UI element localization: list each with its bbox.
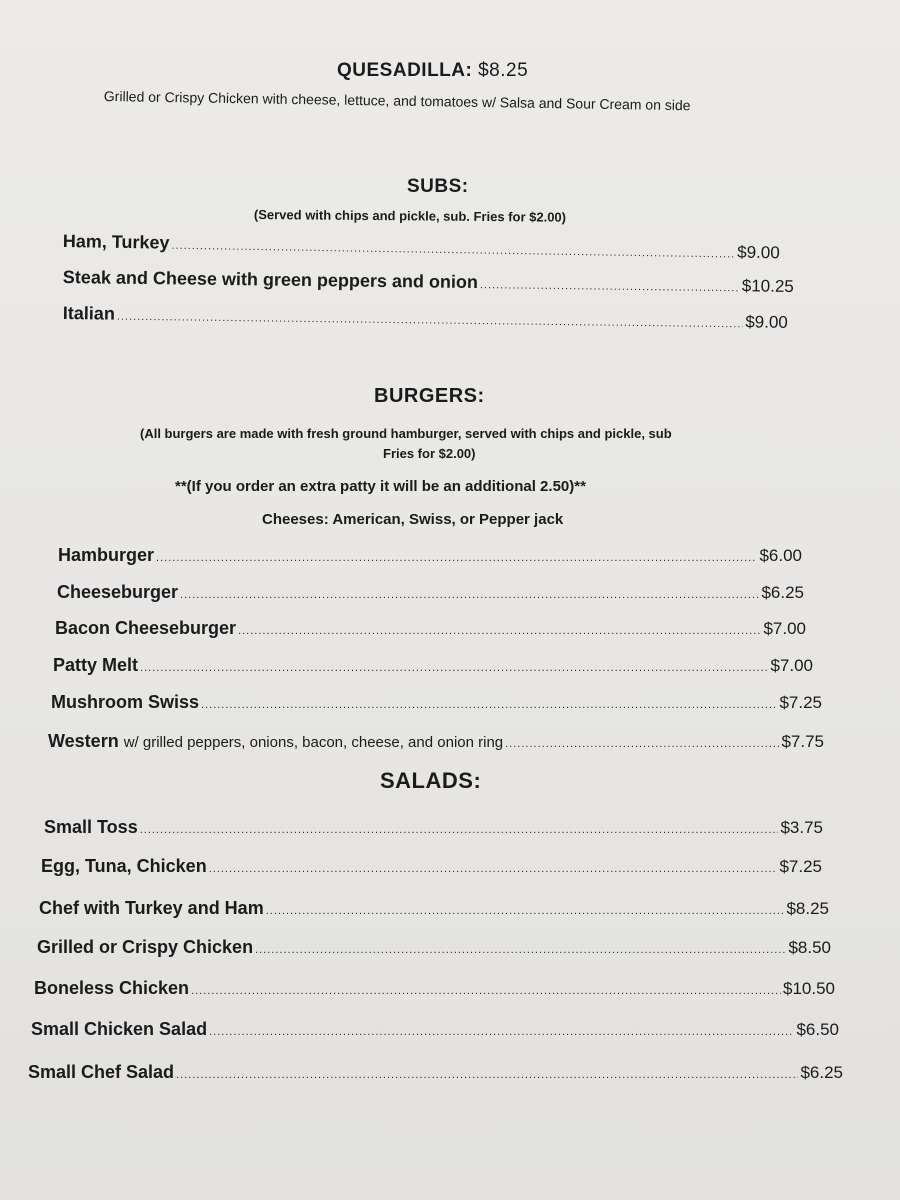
menu-item-price: $6.50 bbox=[796, 1020, 839, 1039]
subs-title: SUBS: bbox=[407, 176, 469, 197]
salads-title: SALADS: bbox=[380, 768, 482, 793]
menu-item-price: $10.25 bbox=[741, 276, 794, 296]
menu-item-row bbox=[51, 692, 822, 713]
menu-item-name: Mushroom Swiss bbox=[51, 692, 200, 712]
menu-item-row bbox=[48, 731, 824, 752]
menu-item-row bbox=[31, 1019, 839, 1040]
menu-item-price: $9.00 bbox=[745, 312, 788, 332]
cheeses-note: Cheeses: American, Swiss, or Pepper jack bbox=[262, 511, 564, 528]
menu-item-price: $3.75 bbox=[780, 818, 823, 837]
menu-item-name: Bacon Cheeseburger bbox=[55, 618, 237, 638]
menu-item-name: Boneless Chicken bbox=[34, 978, 190, 998]
menu-item-row bbox=[28, 1062, 843, 1083]
quesadilla-description: Grilled or Crispy Chicken with cheese, lettuce, and tomatoes w/ Salsa and Sour Cream on side bbox=[103, 88, 691, 114]
menu-item-row bbox=[41, 856, 822, 877]
menu-item-price: $6.00 bbox=[759, 546, 802, 565]
dot-leader bbox=[209, 863, 778, 875]
dot-leader bbox=[140, 662, 768, 674]
menu-item-row bbox=[37, 937, 831, 958]
menu-item-name: Grilled or Crispy Chicken bbox=[37, 937, 254, 957]
menu-item-detail: w/ grilled peppers, onions, bacon, cheese, and onion ring bbox=[123, 734, 504, 751]
menu-item-price: $7.00 bbox=[763, 619, 806, 638]
menu-item-row bbox=[63, 231, 780, 263]
extra-patty-note: **(If you order an extra patty it will be an additional 2.50)** bbox=[175, 478, 586, 495]
menu-item-name: Steak and Cheese with green peppers and onion bbox=[62, 267, 479, 293]
subs-note: (Served with chips and pickle, sub. Fries for $2.00) bbox=[253, 207, 567, 225]
dot-leader bbox=[238, 625, 761, 637]
dot-leader bbox=[156, 552, 757, 564]
dot-leader bbox=[171, 240, 735, 261]
quesadilla-heading bbox=[337, 60, 528, 82]
dot-leader bbox=[176, 1069, 798, 1081]
menu-item-name: Western bbox=[48, 731, 119, 751]
menu-item-row bbox=[44, 817, 823, 838]
menu-item-price: $8.50 bbox=[788, 938, 831, 957]
menu-item-price: $6.25 bbox=[800, 1063, 843, 1082]
menu-item-row bbox=[57, 582, 804, 603]
menu-item-name: Small Chicken Salad bbox=[31, 1019, 208, 1039]
menu-item-name: Small Chef Salad bbox=[28, 1062, 175, 1082]
menu-item-row bbox=[34, 978, 835, 999]
menu-item-price: $7.75 bbox=[781, 732, 824, 751]
menu-item-price: $10.50 bbox=[783, 979, 835, 998]
menu-item-name: Hamburger bbox=[58, 545, 155, 565]
dot-leader bbox=[117, 311, 744, 331]
menu-item-row bbox=[63, 267, 794, 297]
dot-leader bbox=[180, 589, 759, 601]
menu-item-name: Italian bbox=[62, 303, 116, 324]
dot-leader bbox=[140, 824, 779, 836]
menu-item-row bbox=[39, 898, 829, 919]
menu-item-price: $7.00 bbox=[770, 656, 813, 675]
menu-item-row bbox=[53, 655, 813, 676]
dot-leader bbox=[191, 985, 781, 997]
menu-item-price: $9.00 bbox=[737, 242, 780, 263]
menu-item-row bbox=[63, 303, 788, 333]
menu-item-row bbox=[58, 545, 802, 566]
menu-item-row bbox=[55, 618, 806, 639]
menu-item-price: $8.25 bbox=[786, 899, 829, 918]
menu-item-name: Ham, Turkey bbox=[62, 231, 170, 253]
dot-leader bbox=[255, 944, 786, 956]
menu-item-price: $7.25 bbox=[779, 693, 822, 712]
menu-item-name: Cheeseburger bbox=[57, 582, 179, 602]
menu-item-name: Egg, Tuna, Chicken bbox=[41, 856, 207, 876]
burgers-title: BURGERS: bbox=[374, 385, 485, 407]
menu-item-price: $6.25 bbox=[761, 583, 804, 602]
quesadilla-price: $8.25 bbox=[478, 60, 529, 81]
dot-leader bbox=[209, 1026, 794, 1038]
dot-leader bbox=[201, 699, 777, 711]
burgers-note-line2: Fries for $2.00) bbox=[383, 446, 476, 461]
dot-leader bbox=[480, 279, 740, 294]
menu-item-price: $7.25 bbox=[779, 857, 822, 876]
dot-leader bbox=[266, 905, 785, 917]
quesadilla-title: QUESADILLA: bbox=[337, 60, 473, 81]
menu-item-name: Chef with Turkey and Ham bbox=[39, 898, 264, 918]
menu-item-name: Patty Melt bbox=[53, 655, 139, 675]
menu-item-name: Small Toss bbox=[44, 817, 138, 837]
dot-leader bbox=[505, 738, 779, 750]
burgers-note-line1: (All burgers are made with fresh ground hamburger, served with chips and pickle, sub bbox=[140, 426, 672, 441]
